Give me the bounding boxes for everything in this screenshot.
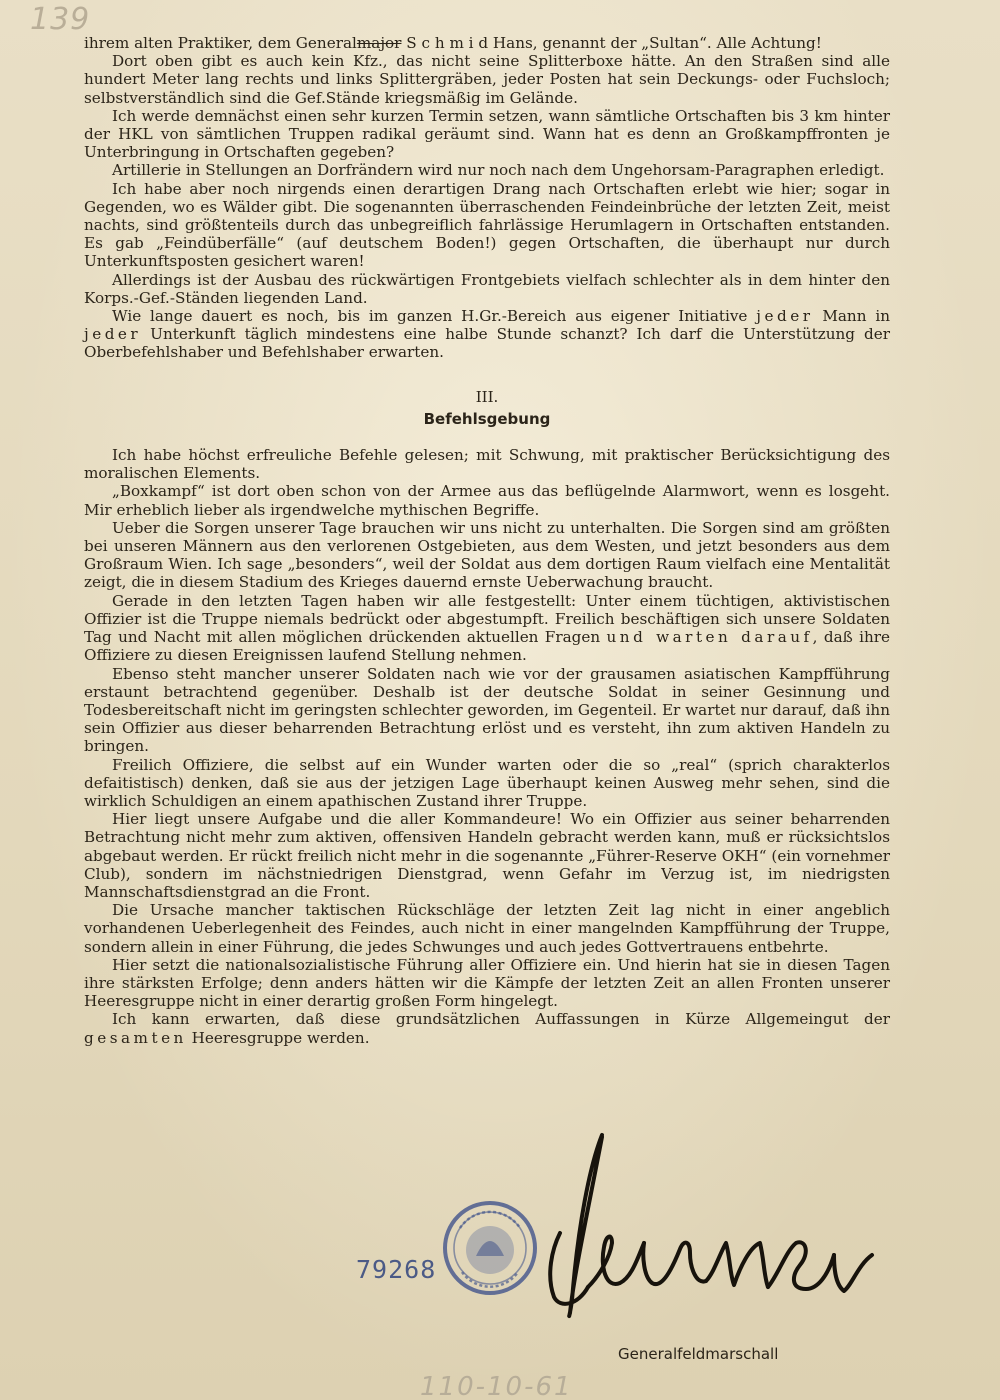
paragraph [84,34,890,52]
paragraph: Allerdings ist der Ausbau des rückwärtigen Frontgebiets vielfach schlechter als in dem hinter den Korps.-Gef.-Ständen liegenden Land. [84,270,890,307]
paragraph: Ueber die Sorgen unserer Tage brauchen wir uns nicht zu unterhalten. Die Sorgen sind am größten bei unseren Männern aus den verlorenen Ostgebieten, aus dem Westen, und jetzt besonders aus dem Großraum Wien. Ich sage „besonders“, weil der Soldat aus dem dortigen Raum vielfach eine Mentalität zeigt, die in diesem Stadium des Krieges dauernd ernste Ueberwachung braucht. [84,518,890,592]
paragraph [84,307,890,362]
spaced-emphasis: und warten darauf [606,628,813,647]
signer-title: Generalfeldmarschall [618,1345,779,1363]
text-run: Heeresgruppe werden. [186,1028,370,1047]
text-run: ihrem alten Praktiker, dem General [84,34,357,52]
text-run: Wie lange dauert es noch, bis im ganzen H.Gr.-Bereich aus eigener Initiative [112,307,757,326]
paragraph: Hier liegt unsere Aufgabe und die aller Kommandeure! Wo ein Offizier aus seiner beharrenden Betrachtung nicht mehr zum aktiven, offensiven Handeln gebracht werden kann, muß er rücksichtslos abgebaut werden. Er rückt freilich nicht mehr in die sogenannte „Führer-Reserve OKH“ (ein vornehmer Club), sondern im nächstniedrigen Dienstgrad, wenn Gefahr im Verzug ist, im niedrigsten Mannschaftsdienstgrad an die Front. [84,810,890,901]
text-run: , daß ihre Offiziere zu diesen Ereignissen laufend Stellung nehmen. [84,628,891,665]
paragraph: Ich habe höchst erfreuliche Befehle gelesen; mit Schwung, mit praktischer Berücksichtigung des moralischen Elements. [84,446,890,483]
paragraph: Ich werde demnächst einen sehr kurzen Termin setzen, wann sämtliche Ortschaften bis 3 km hinter der HKL von sämtlichen Truppen radikal geräumt sind. Wann hat es denn an Großkampffronten je Unterbringung in Ortschaften gegeben? [84,106,890,162]
paragraph: Artillerie in Stellungen an Dorfrändern wird nur noch nach dem Ungehorsam-Paragraphen erledigt. [112,161,885,180]
archive-number: 79268 [356,1255,437,1284]
paragraph: Ich habe aber noch nirgends einen derartigen Drang nach Ortschaften erlebt wie hier; sogar in Gegenden, wo es Wälder gibt. Die sogenannten überraschenden Feindeinbrüche der letzten Zeit, meist nachts, sind größtenteils durch das unbegreiflich fahrlässige Herumlagern in Ortschaften entstanden. Es gab „Feindüberfälle“ (auf deutschem Boden!) gegen Ortschaften, die überhaupt nur durch Unterkunftsposten gesichert waren! [84,179,890,271]
paragraph [84,592,890,665]
spaced-emphasis: gesamten [84,1028,187,1047]
spaced-emphasis: jeder [84,325,142,344]
spaced-emphasis: jeder [756,307,814,326]
paragraph: Ebenso steht mancher unserer Soldaten nach wie vor der grausamen asiatischen Kampfführung erstaunt betrachtend gegenüber. Deshalb ist der deutsche Soldat in seiner Gesinnung und Todesbereitschaft nicht im geringsten schlechter geworden, im Gegenteil. Er wartet nur darauf, daß ihn sein Offizier aus dieser beharrenden Betrachtung erlöst und es versteht, ihn zum aktiven Handeln zu bringen. [84,664,890,756]
paragraph [84,1010,890,1046]
paragraph: „Boxkampf“ ist dort oben schon von der Armee aus das beflügelnde Alarmwort, wenn es losgeht. Mir erheblich lieber als irgendwelche mythischen Begriffe. [84,482,890,519]
section-number: III. [475,387,499,406]
paragraph: Die Ursache mancher taktischen Rückschläge der letzten Zeit lag nicht in einer angeblich vorhandenen Ueberlegenheit des Feindes, auch nicht in einer mangelnden Kampfführung der Truppe, sondern allein in einer Führung, die jedes Schwunges und auch jedes Gottvertrauens entbehrte. [84,901,890,956]
paragraph: Hier setzt die nationalsozialistische Führung aller Offiziere ein. Und hierin hat sie in diesen Tagen ihre stärksten Erfolge; denn anders hätten wir die Kämpfe der letzten Zeit an allen Fronten unserer Heeresgruppe nicht in einer derartig großen Form hingelegt. [84,955,890,1011]
text-run: S c h m i d Hans, genannt der „Sultan“. Alle Achtung! [401,34,822,52]
paragraph: Dort oben gibt es auch kein Kfz., das nicht seine Splitterboxe hätte. An den Straßen sind alle hundert Meter lang rechts und links Splittergräben, jeder Posten hat sein Deckungs- oder Fuchsloch; selbstverständlich sind die Gef.Stände kriegsmäßig im Gelände. [84,52,890,107]
text-run: Gerade in den letzten Tagen haben wir alle festgestellt: Unter einem tüchtigen, aktivistischen Offizier ist die Truppe niemals bedrückt oder abgestumpft. Freilich beschäftigen sich unsere Soldaten Tag und Nacht mit allen möglichen drückenden aktuellen Fragen [84,591,890,647]
text-run: Ich kann erwarten, daß diese grundsätzlichen Auffassungen in Kürze Allgemeingut der [112,1010,890,1029]
paragraph: Freilich Offiziere, die selbst auf ein Wunder warten oder die so „real“ (sprich charakterlos defaitistisch) denken, daß sie aus der jetzigen Lage überhaupt keinen Ausweg mehr sehen, sind die wirklich Schuldigen an einem apathischen Zustand ihrer Truppe. [84,755,890,810]
handwritten-signature-icon [520,1125,880,1329]
document-body [84,34,890,1047]
section-title: Befehlsgebung [423,409,551,428]
corner-page-mark: 139 [30,2,91,37]
text-run: Unterkunft täglich mindestens eine halbe Stunde schanzt? Ich darf die Unterstützung der Oberbefehlshaber und Befehlshaber erwarten. [84,325,890,362]
struck-text: major [356,34,402,52]
text-run: Mann in [813,307,890,326]
bottom-file-mark: 110-10-61 [420,1372,573,1400]
